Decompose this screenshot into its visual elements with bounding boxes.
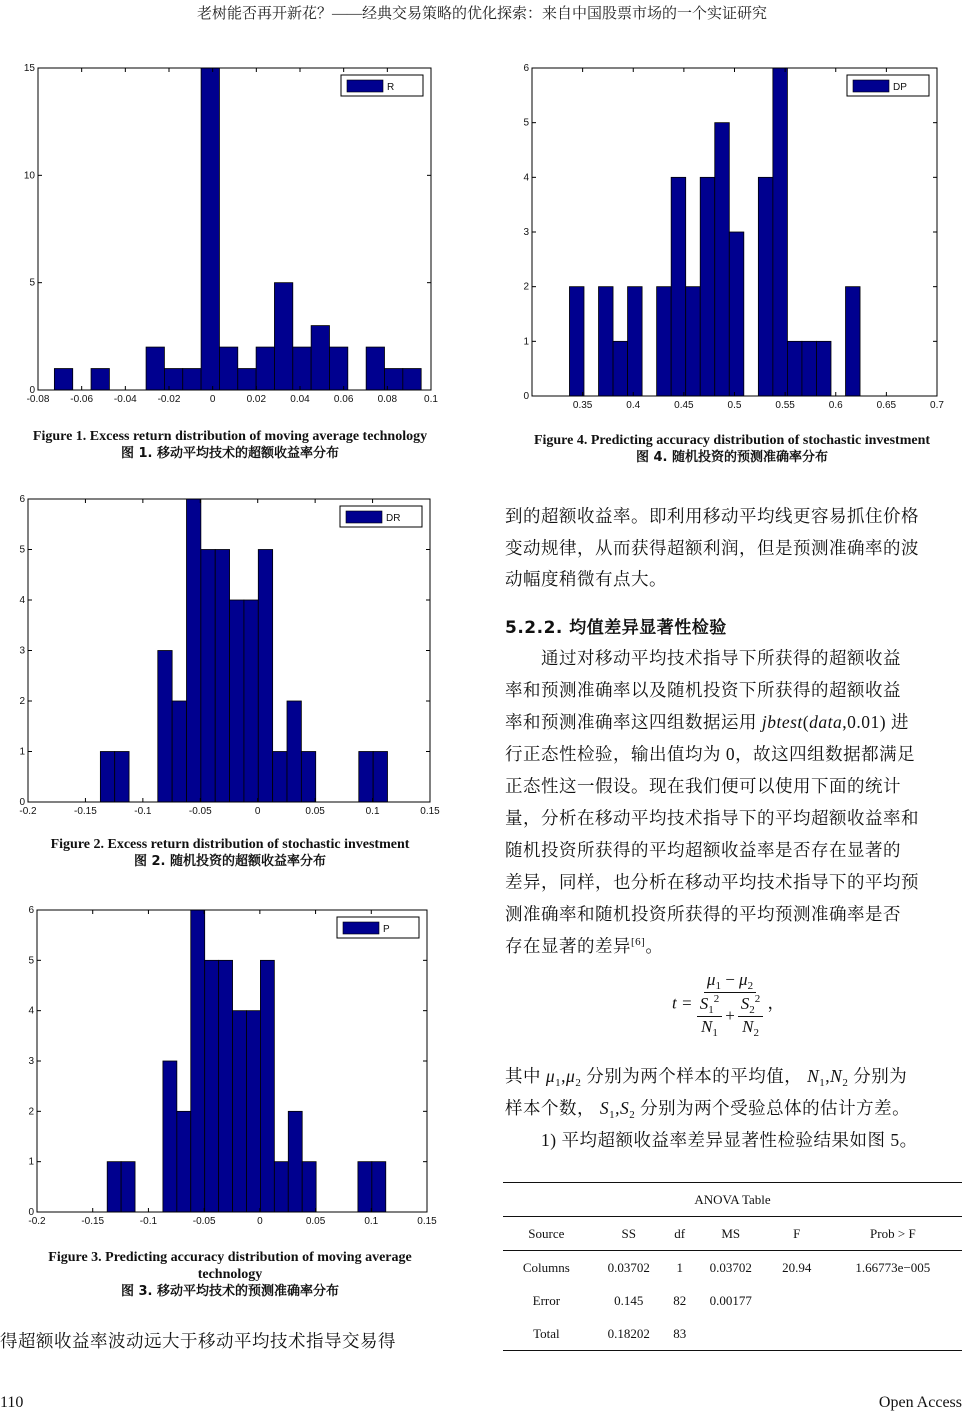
histogram-bar bbox=[802, 341, 817, 396]
cell: 20.94 bbox=[782, 1259, 812, 1275]
x-tick-label: 0.04 bbox=[290, 394, 310, 405]
body-text-line: 行正态性检验，输出值均为 0，故这四组数据都满足 bbox=[505, 744, 916, 764]
histogram-bar bbox=[359, 752, 373, 803]
histogram-bar bbox=[158, 651, 172, 803]
histogram-bar bbox=[358, 1162, 372, 1212]
x-tick-label: 0.65 bbox=[876, 400, 897, 411]
histogram-bar bbox=[599, 287, 614, 396]
histogram-bar bbox=[311, 326, 329, 390]
histogram-bar bbox=[230, 600, 244, 802]
histogram-bar bbox=[205, 960, 219, 1212]
histogram-bar bbox=[164, 369, 182, 390]
body-text-line: 量，分析在移动平均技术指导下的平均超额收益率和 bbox=[505, 808, 919, 828]
histogram-bar bbox=[700, 177, 715, 396]
body-text-line: 1) 平均超额收益率差异显著性检验结果如图 5。 bbox=[541, 1130, 918, 1150]
histogram-bar bbox=[201, 550, 215, 803]
histogram-bar bbox=[146, 347, 164, 390]
histogram-bar bbox=[91, 369, 109, 390]
cell: 0.145 bbox=[614, 1292, 644, 1308]
histogram-bar bbox=[787, 341, 802, 396]
numerator: $\mu_1 - \mu_2$ bbox=[704, 970, 756, 993]
legend-label: R bbox=[387, 82, 395, 93]
histogram-bar bbox=[816, 341, 831, 396]
cell: 0.00177 bbox=[709, 1292, 752, 1308]
cell bbox=[692, 1317, 770, 1351]
y-tick-label: 4 bbox=[19, 595, 25, 606]
y-tick-label: 1 bbox=[19, 746, 25, 758]
caption-zh: 图 3. 移动平均技术的预测准确率分布 bbox=[120, 1284, 340, 1299]
x-tick-label: 0.45 bbox=[674, 400, 694, 411]
histogram-bar bbox=[403, 369, 421, 390]
math-jbtest: jbtest bbox=[761, 712, 803, 732]
legend-swatch bbox=[346, 511, 382, 523]
histogram-bar bbox=[191, 910, 205, 1212]
y-tick-label: 6 bbox=[523, 63, 529, 74]
x-tick-label: -0.1 bbox=[134, 806, 152, 817]
fraction bbox=[697, 970, 764, 1039]
histogram-bar bbox=[274, 283, 292, 390]
histogram-bar bbox=[366, 347, 384, 390]
histogram-bar bbox=[729, 232, 744, 396]
text: 进 bbox=[886, 712, 909, 732]
histogram-bar bbox=[177, 1111, 191, 1212]
table-row bbox=[503, 1284, 962, 1317]
y-tick-label: 1 bbox=[523, 336, 529, 348]
histogram-bar bbox=[115, 752, 129, 803]
x-tick-label: 0.08 bbox=[377, 394, 398, 405]
y-tick-label: 2 bbox=[28, 1106, 34, 1118]
histogram-bar bbox=[273, 752, 287, 803]
histogram-bar bbox=[107, 1162, 121, 1212]
body-text-line: 测准确率和随机投资所获得的平均预测准确率是否 bbox=[505, 904, 901, 924]
x-tick-label: -0.15 bbox=[74, 806, 97, 817]
legend-label: P bbox=[383, 924, 390, 935]
caption-en: Figure 2. Excess return distribution of stochastic investment bbox=[50, 837, 410, 852]
citation: [6] bbox=[631, 936, 646, 948]
histogram-bar bbox=[246, 1011, 260, 1212]
histogram-figure-1 bbox=[0, 55, 450, 415]
cell: 0.18202 bbox=[607, 1325, 650, 1341]
legend-swatch bbox=[347, 80, 383, 92]
x-tick-label: 0 bbox=[209, 394, 216, 405]
x-tick-label: 0.1 bbox=[424, 394, 438, 405]
histogram-bar bbox=[258, 550, 272, 803]
histogram-bar bbox=[301, 752, 315, 803]
histogram-bar bbox=[201, 68, 219, 390]
legend-swatch bbox=[853, 80, 889, 92]
histogram-bar bbox=[329, 347, 347, 390]
body-text-line: 通过对移动平均技术指导下所获得的超额收益 bbox=[541, 648, 901, 668]
cell: Error bbox=[532, 1292, 561, 1308]
plot-frame bbox=[38, 68, 431, 390]
legend-label: DP bbox=[893, 82, 907, 93]
body-text-line: 得超额收益率波动远大于移动平均技术指导交易得 bbox=[0, 1331, 396, 1351]
cell: Total bbox=[533, 1325, 560, 1341]
x-tick-label: -0.05 bbox=[192, 1216, 216, 1227]
legend bbox=[337, 917, 419, 938]
x-tick-label: 0.06 bbox=[333, 394, 354, 405]
running-header: 老树能否再开新花？——经典交易策略的优化探索：来自中国股票市场的一个实证研究 bbox=[196, 6, 767, 22]
histogram-bar bbox=[172, 701, 186, 802]
histogram-bar bbox=[715, 123, 730, 396]
table-title: ANOVA Table bbox=[694, 1191, 771, 1207]
y-tick-label: 0 bbox=[523, 391, 529, 402]
x-tick-label: 0 bbox=[254, 806, 261, 817]
column-header: Source bbox=[528, 1225, 565, 1241]
histogram-bar bbox=[372, 1162, 386, 1212]
y-tick-label: 5 bbox=[523, 117, 529, 129]
x-tick-label: -0.02 bbox=[157, 394, 181, 405]
caption-en-cont: technology bbox=[197, 1267, 263, 1282]
t-statistic-formula bbox=[672, 970, 785, 1039]
x-tick-label: 0.7 bbox=[930, 400, 944, 411]
histogram-bar bbox=[274, 1162, 288, 1212]
histogram-figure-2 bbox=[0, 486, 450, 826]
histogram-bar bbox=[657, 287, 672, 396]
histogram-bar bbox=[302, 1162, 316, 1212]
histogram-bar bbox=[758, 177, 773, 396]
y-tick-label: 2 bbox=[523, 281, 529, 293]
x-tick-label: 0.15 bbox=[417, 1216, 437, 1227]
y-tick-label: 5 bbox=[29, 277, 35, 289]
histogram-bar bbox=[215, 550, 229, 803]
y-tick-label: 4 bbox=[28, 1005, 34, 1017]
caption-en: Figure 4. Predicting accuracy distribution of stochastic investment bbox=[533, 433, 931, 448]
cell bbox=[770, 1284, 824, 1317]
y-tick-label: 6 bbox=[19, 494, 25, 505]
histogram-bar bbox=[773, 68, 788, 396]
cell bbox=[824, 1317, 962, 1351]
x-tick-label: -0.2 bbox=[19, 806, 37, 817]
histogram-bar bbox=[100, 752, 114, 803]
x-tick-label: -0.04 bbox=[113, 394, 137, 405]
y-tick-label: 3 bbox=[523, 227, 529, 238]
y-tick-label: 0 bbox=[28, 1207, 34, 1218]
x-tick-label: 0 bbox=[257, 1216, 263, 1227]
y-tick-label: 6 bbox=[28, 905, 34, 916]
column-header: Prob > F bbox=[870, 1225, 916, 1241]
y-tick-label: 0 bbox=[19, 797, 25, 808]
x-tick-label: -0.05 bbox=[188, 806, 212, 817]
x-tick-label: 0.15 bbox=[420, 806, 440, 817]
body-text-line: 正态性这一假设。现在我们便可以使用下面的统计 bbox=[505, 776, 901, 796]
formula-comma: ， bbox=[767, 993, 785, 1013]
body-text-line: 差异，同样，也分析在移动平均技术指导下的平均预 bbox=[505, 872, 919, 892]
figure-2-caption bbox=[0, 836, 460, 870]
histogram-bar bbox=[613, 341, 628, 396]
y-tick-label: 2 bbox=[19, 696, 25, 707]
math-arg: ,0.01 bbox=[842, 712, 880, 732]
y-tick-label: 3 bbox=[28, 1056, 34, 1067]
histogram-bar bbox=[54, 369, 72, 390]
x-tick-label: 0.1 bbox=[365, 806, 380, 817]
body-text-line bbox=[505, 933, 663, 958]
histogram-bar bbox=[238, 369, 256, 390]
figure-3-caption bbox=[0, 1249, 460, 1300]
histogram-bar bbox=[260, 960, 274, 1212]
caption-en: Figure 3. Predicting accuracy distribution of moving average bbox=[48, 1250, 412, 1265]
x-tick-label: 0.6 bbox=[828, 400, 843, 411]
x-tick-label: 0.5 bbox=[727, 400, 742, 411]
caption-zh: 图 1. 移动平均技术的超额收益率分布 bbox=[120, 446, 340, 461]
figure-4-caption bbox=[500, 432, 964, 466]
histogram-figure-3 bbox=[0, 897, 450, 1237]
body-text-line: 随机投资所获得的平均超额收益率是否存在显著的 bbox=[505, 840, 901, 860]
histogram-bar bbox=[628, 287, 643, 396]
x-tick-label: 0.05 bbox=[305, 806, 325, 817]
body-text-line: 动幅度稍微有点大。 bbox=[505, 569, 667, 589]
y-tick-label: 4 bbox=[523, 172, 529, 184]
histogram-figure-4 bbox=[490, 55, 964, 420]
anova-table bbox=[503, 1182, 962, 1351]
histogram-bar bbox=[121, 1162, 135, 1212]
histogram-bar bbox=[671, 177, 686, 396]
histogram-bar bbox=[256, 347, 274, 390]
histogram-bar bbox=[187, 499, 201, 802]
x-tick-label: -0.2 bbox=[28, 1216, 46, 1227]
caption-en: Figure 1. Excess return distribution of moving average technology bbox=[32, 429, 428, 444]
cell: 1 bbox=[676, 1259, 683, 1275]
cell bbox=[824, 1284, 962, 1317]
page-number: 110 bbox=[0, 1394, 24, 1411]
section-heading: 5.2.2. 均值差异显著性检验 bbox=[505, 618, 727, 638]
histogram-bar bbox=[219, 347, 237, 390]
publisher-label: Open Access bbox=[878, 1394, 962, 1411]
text: 率和预测准确率这四组数据运用 bbox=[505, 712, 762, 732]
histogram-bar bbox=[183, 369, 201, 390]
x-tick-label: 0.35 bbox=[572, 400, 593, 411]
x-tick-label: -0.15 bbox=[81, 1216, 105, 1227]
histogram-bar bbox=[846, 287, 861, 396]
table-row bbox=[503, 1317, 962, 1351]
histogram-bar bbox=[288, 1111, 302, 1212]
x-tick-label: 0.55 bbox=[775, 400, 795, 411]
body-text-line: 率和预测准确率这四组数据运用 jbtest(data,0.01) 进 bbox=[505, 712, 909, 732]
y-tick-label: 5 bbox=[28, 955, 34, 967]
histogram-bar bbox=[233, 1011, 247, 1212]
column-header: SS bbox=[621, 1225, 636, 1241]
y-tick-label: 1 bbox=[28, 1156, 34, 1168]
caption-zh: 图 2. 随机投资的超额收益率分布 bbox=[133, 854, 327, 869]
cell: 1.66773e−005 bbox=[855, 1259, 931, 1275]
cell: 0.03702 bbox=[607, 1259, 650, 1275]
histogram-bar bbox=[244, 600, 258, 802]
body-text-line: 样本个数， $S_1,S_2$ 分别为两个受验总体的估计方差。 bbox=[505, 1098, 911, 1121]
x-tick-label: -0.06 bbox=[70, 394, 94, 405]
histogram-bar bbox=[569, 287, 584, 396]
column-header: df bbox=[674, 1225, 686, 1241]
body-text-line: 其中 $\mu_1,\mu_2$ 分别为两个样本的平均值， $N_1,N_2$ 分别为 bbox=[505, 1066, 908, 1089]
cell bbox=[770, 1317, 824, 1351]
cell: 82 bbox=[673, 1292, 687, 1308]
column-header: MS bbox=[721, 1225, 741, 1241]
y-tick-label: 10 bbox=[23, 170, 35, 182]
x-tick-label: -0.08 bbox=[26, 394, 50, 405]
cell: 0.03702 bbox=[709, 1259, 752, 1275]
legend bbox=[847, 75, 929, 96]
y-tick-label: 0 bbox=[29, 385, 35, 396]
y-tick-label: 5 bbox=[19, 544, 25, 556]
cell: 83 bbox=[673, 1325, 687, 1341]
histogram-bar bbox=[293, 347, 311, 390]
histogram-bar bbox=[686, 287, 701, 396]
legend bbox=[341, 75, 423, 96]
body-text-line: 变动规律，从而获得超额利润，但是预测准确率的波 bbox=[505, 538, 919, 558]
histogram-bar bbox=[287, 701, 301, 802]
body-text-line: 到的超额收益率。即利用移动平均线更容易抓住价格 bbox=[505, 506, 919, 526]
histogram-bar bbox=[373, 752, 387, 803]
legend-label: DR bbox=[386, 513, 401, 524]
y-tick-label: 15 bbox=[23, 63, 35, 74]
table-header-row bbox=[503, 1217, 962, 1251]
cell: Columns bbox=[522, 1259, 570, 1275]
figure-1-caption bbox=[0, 428, 460, 462]
column-header: F bbox=[793, 1225, 801, 1241]
math-arg: data bbox=[809, 712, 843, 732]
x-tick-label: 0.4 bbox=[626, 400, 641, 411]
x-tick-label: 0.02 bbox=[246, 394, 267, 405]
denominator: $\frac{S_1^2}{N_1}$ + $\frac{S_2^2}{N_2}$ bbox=[697, 993, 764, 1039]
text: 存在显著的差异 bbox=[505, 936, 631, 956]
table-row bbox=[503, 1251, 962, 1285]
y-tick-label: 3 bbox=[19, 645, 25, 657]
body-text-line: 率和预测准确率以及随机投资下所获得的超额收益 bbox=[505, 680, 901, 700]
legend bbox=[340, 506, 422, 527]
histogram-bar bbox=[219, 960, 233, 1212]
x-tick-label: 0.1 bbox=[364, 1216, 379, 1227]
legend-swatch bbox=[343, 922, 379, 934]
x-tick-label: 0.05 bbox=[305, 1216, 326, 1227]
x-tick-label: -0.1 bbox=[139, 1216, 158, 1227]
histogram-bar bbox=[163, 1061, 177, 1212]
formula-lhs: t = bbox=[672, 993, 693, 1013]
text: 。 bbox=[645, 936, 664, 956]
caption-zh: 图 4. 随机投资的预测准确率分布 bbox=[635, 450, 829, 465]
